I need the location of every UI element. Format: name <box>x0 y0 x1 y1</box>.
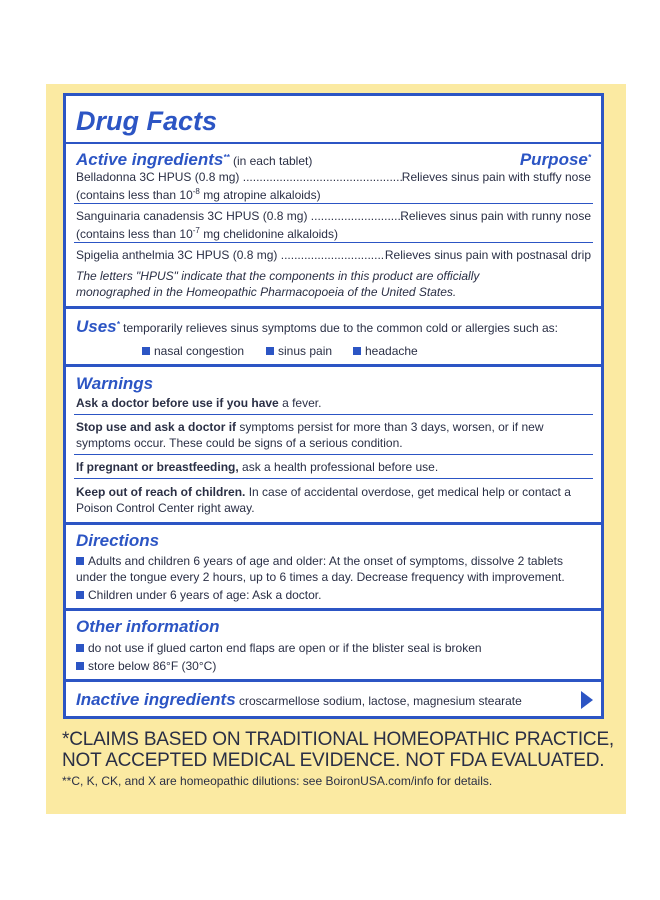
sanguinaria-note-a: (contains less than 10 <box>76 227 193 241</box>
active-heading-line <box>76 149 312 170</box>
ingredient-belladonna: Belladonna 3C HPUS (0.8 mg) ................................................ <box>76 170 403 184</box>
inactive-heading: Inactive ingredients <box>76 690 236 709</box>
warning-stop-text: symptoms persist for more than 3 days, worsen, or if new <box>236 420 544 434</box>
square-bullet-icon <box>142 347 150 355</box>
directions-item-text: Adults and children 6 years of age and older: At the onset of symptoms, dissolve 2 tablets <box>88 554 563 568</box>
warnings-heading: Warnings <box>76 374 154 393</box>
claims-line1: *CLAIMS BASED ON TRADITIONAL HOMEOPATHIC PRACTICE, <box>62 729 614 750</box>
belladonna-exp: -8 <box>192 187 200 196</box>
warning-keep-out <box>76 485 571 499</box>
sanguinaria-note-b: mg chelidonine alkaloids) <box>199 227 338 241</box>
active-heading: Active ingredients <box>76 150 224 169</box>
belladonna-note-a: (contains less than 10 <box>76 188 193 202</box>
section-rule <box>66 364 601 367</box>
inactive-line <box>76 690 522 711</box>
drug-facts-panel <box>63 93 604 719</box>
directions-item-line2: under the tongue every 2 hours, up to 6 times a day. Decrease frequency with improvement. <box>76 570 565 584</box>
uses-item <box>266 344 332 358</box>
claims-line2: NOT ACCEPTED MEDICAL EVIDENCE. NOT FDA EVALUATED. <box>62 750 605 771</box>
other-info-heading: Other information <box>76 617 220 636</box>
square-bullet-icon <box>76 662 84 670</box>
section-rule <box>66 679 601 682</box>
warning-stop-use-line2: symptoms occur. These could be signs of a serious condition. <box>76 436 403 450</box>
purpose-heading-wrap <box>520 149 591 170</box>
warning-keep-text: In case of accidental overdose, get medical help or contact a <box>245 485 571 499</box>
purpose-sanguinaria: Relieves sinus pain with runny nose <box>400 209 591 223</box>
square-bullet-icon <box>76 644 84 652</box>
other-info-item-text: do not use if glued carton end flaps are open or if the blister seal is broken <box>88 641 482 655</box>
ingredient-belladonna-note <box>76 185 321 202</box>
warning-pregnant <box>76 460 438 474</box>
uses-item-label: headache <box>365 344 418 358</box>
warning-ask-bold: Ask a doctor before use if you have <box>76 396 279 410</box>
purpose-belladonna: Relieves sinus pain with stuffy nose <box>401 170 591 184</box>
belladonna-note-b: mg atropine alkaloids) <box>199 188 321 202</box>
ingredient-spigelia: Spigelia anthelmia 3C HPUS (0.8 mg) ............................... <box>76 248 385 262</box>
ingredient-sanguinaria: Sanguinaria canadensis 3C HPUS (0.8 mg) ............................ <box>76 209 405 223</box>
warning-keep-bold: Keep out of reach of children. <box>76 485 246 499</box>
other-info-item <box>76 641 482 655</box>
active-heading-mark: ** <box>223 153 230 162</box>
directions-item <box>76 588 321 602</box>
hpus-note-line1: The letters "HPUS" indicate that the components in this product are officially <box>76 269 480 283</box>
uses-item-label: nasal congestion <box>154 344 245 358</box>
warning-ask-text: a fever. <box>278 396 322 410</box>
ingredient-divider <box>74 242 593 243</box>
directions-item <box>76 554 563 568</box>
square-bullet-icon <box>76 557 84 565</box>
uses-item <box>142 344 244 358</box>
purpose-heading-mark: * <box>587 153 591 162</box>
other-info-item <box>76 659 216 673</box>
section-rule <box>66 608 601 611</box>
warning-divider <box>74 414 593 415</box>
title-rule <box>66 142 601 144</box>
hpus-note-line2: monographed in the Homeopathic Pharmacopoeia of the United States. <box>76 285 457 299</box>
warning-divider <box>74 478 593 479</box>
warning-preg-text: ask a health professional before use. <box>238 460 439 474</box>
directions-heading: Directions <box>76 531 160 550</box>
ingredient-divider <box>74 203 593 204</box>
inactive-text: croscarmellose sodium, lactose, magnesium stearate <box>239 694 522 708</box>
square-bullet-icon <box>76 591 84 599</box>
purpose-heading: Purpose <box>519 150 588 169</box>
dilutions-note: **C, K, CK, and X are homeopathic dilutions: see BoironUSA.com/info for details. <box>62 774 493 788</box>
warning-keep-out-line2: Poison Control Center right away. <box>76 501 255 515</box>
sanguinaria-exp: -7 <box>192 226 200 235</box>
warning-divider <box>74 454 593 455</box>
active-note: (in each tablet) <box>232 154 313 168</box>
directions-item-text: Children under 6 years of age: Ask a doctor. <box>88 588 322 602</box>
uses-heading: Uses <box>76 317 117 336</box>
page-title: Drug Facts <box>76 106 218 136</box>
purpose-spigelia: Relieves sinus pain with postnasal drip <box>384 248 591 262</box>
continue-arrow-icon <box>581 691 593 709</box>
uses-text: temporarily relieves sinus symptoms due to the common cold or allergies such as: <box>123 321 558 335</box>
warning-stop-bold: Stop use and ask a doctor if <box>76 420 237 434</box>
square-bullet-icon <box>266 347 274 355</box>
warning-stop-use <box>76 420 543 434</box>
uses-line <box>76 316 558 337</box>
ingredient-sanguinaria-note <box>76 224 338 241</box>
uses-item-label: sinus pain <box>278 344 333 358</box>
section-rule <box>66 306 601 309</box>
uses-item <box>353 344 418 358</box>
warning-ask-doctor <box>76 396 321 410</box>
section-rule <box>66 522 601 525</box>
other-info-item-text: store below 86°F (30°C) <box>88 659 217 673</box>
warning-preg-bold: If pregnant or breastfeeding, <box>76 460 239 474</box>
square-bullet-icon <box>353 347 361 355</box>
uses-mark: * <box>116 320 120 329</box>
